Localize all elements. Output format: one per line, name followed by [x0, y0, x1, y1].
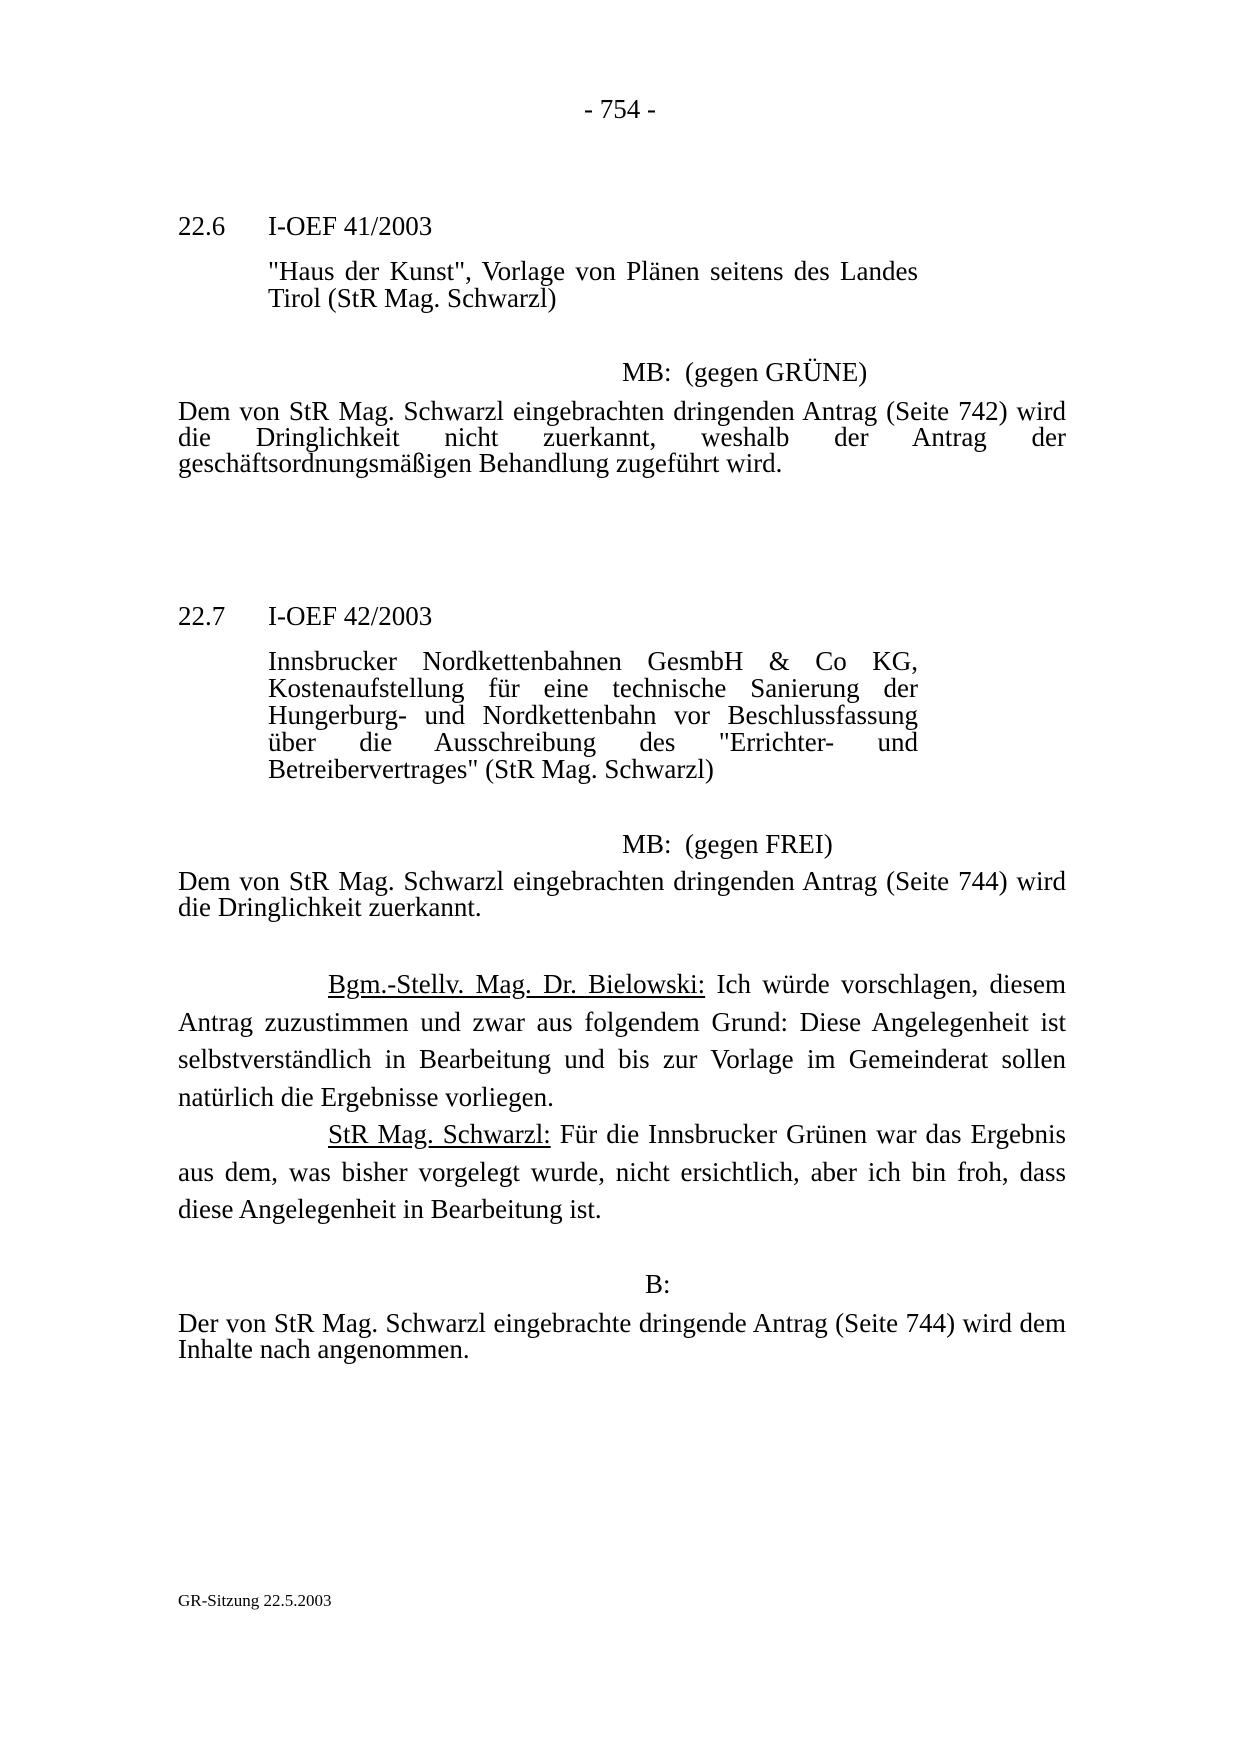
- resolution-text: Dem von StR Mag. Schwarzl eingebrachten dringenden Antrag (Seite 744) wird die Dringlichkeit zuerkannt.: [178, 866, 1066, 922]
- vote-result: MB: (gegen FREI): [622, 829, 833, 859]
- item-subject: "Haus der Kunst", Vorlage von Plänen seitens des Landes Tirol (StR Mag. Schwarzl): [268, 256, 918, 313]
- item-code: I-OEF 42/2003: [268, 601, 433, 631]
- footer: GR-Sitzung 22.5.2003: [178, 1591, 332, 1610]
- item-subject: Innsbrucker Nordkettenbahnen GesmbH & Co KG, Kostenaufstellung für eine technische Sanierung der Hungerburg- und Nordkettenbahn vor Beschlussfassung über die Ausschreibung des "Errichter- und Betreibervertrages" (StR Mag. Schwarzl): [268, 646, 918, 784]
- discussion: [178, 966, 1066, 1229]
- resolution-text: Dem von StR Mag. Schwarzl eingebrachten dringenden Antrag (Seite 742) wird die Dringlichkeit nicht zuerkannt, weshalb der Antrag der geschäftsordnungsmäßigen Behandlung zugeführt wird.: [178, 396, 1066, 478]
- item-number: 22.6: [178, 211, 226, 241]
- statement: [178, 966, 1066, 1116]
- statement-text: Ich würde vorschlagen, diesem Antrag zuzustimmen und zwar aus folgendem Grund: Diese Angelegenheit ist selbstverständlich in Bearbeitung und bis zur Vorlage im Gemeinderat sollen natürlich die Ergebnisse vorliegen.: [178, 969, 1067, 1112]
- decision-label: B:: [645, 1269, 671, 1299]
- decision-text: Der von StR Mag. Schwarzl eingebrachte dringende Antrag (Seite 744) wird dem Inhalte nach angenommen.: [178, 1308, 1066, 1364]
- item-number: 22.7: [178, 601, 226, 631]
- page-number: - 754 -: [584, 94, 656, 124]
- vote-result: MB: (gegen GRÜNE): [622, 357, 868, 387]
- speaker-name: Bgm.-Stellv. Mag. Dr. Bielowski:: [328, 969, 706, 999]
- speaker-name: StR Mag. Schwarzl:: [328, 1119, 551, 1149]
- statement: [178, 1116, 1066, 1229]
- item-code: I-OEF 41/2003: [268, 211, 433, 241]
- statement-text: Für die Innsbrucker Grünen war das Ergebnis aus dem, was bisher vorgelegt wurde, nicht ersichtlich, aber ich bin froh, dass diese Angelegenheit in Bearbeitung ist.: [178, 1119, 1067, 1224]
